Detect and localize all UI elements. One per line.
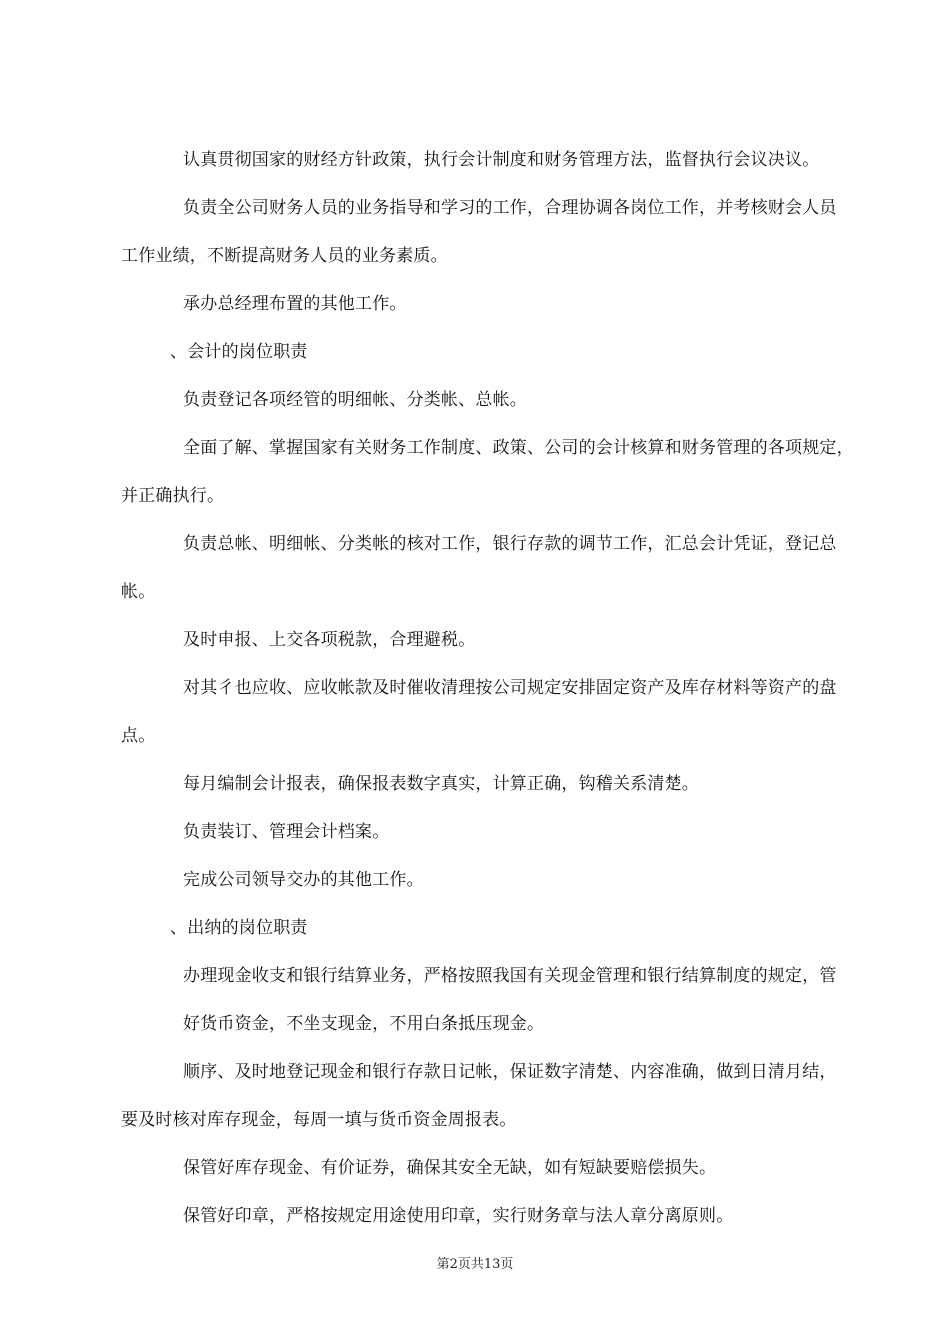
paragraph-line: 及时申报、上交各项税款，合理避税。 <box>183 630 476 650</box>
section-heading: 、会计的岗位职责 <box>170 342 308 362</box>
paragraph-line: 负责总帐、明细帐、分类帐的核对工作，银行存款的调节工作，汇总会计凭证，登记总 <box>183 534 837 554</box>
paragraph-line: 全面了解、掌握国家有关财务工作制度、政策、公司的会计核算和财务管理的各项规定， <box>183 438 854 458</box>
paragraph-line: 并正确执行。 <box>121 486 225 506</box>
paragraph-line: 办理现金收支和银行结算业务，严格按照我国有关现金管理和银行结算制度的规定，管 <box>183 966 837 986</box>
paragraph-line: 负责全公司财务人员的业务指导和学习的工作，合理协调各岗位工作，并考核财会人员 <box>183 198 837 218</box>
paragraph-line: 顺序、及时地登记现金和银行存款日记帐，保证数字清楚、内容准确，做到日清月结， <box>183 1062 837 1082</box>
section-heading: 、出纳的岗位职责 <box>170 918 308 938</box>
paragraph-line: 点。 <box>121 726 156 746</box>
paragraph-line: 保管好库存现金、有价证券，确保其安全无缺，如有短缺要赔偿损失。 <box>183 1158 717 1178</box>
paragraph-line: 负责登记各项经管的明细帐、分类帐、总帐。 <box>183 390 527 410</box>
paragraph-line: 好货币资金，不坐支现金，不用白条抵压现金。 <box>183 1014 545 1034</box>
paragraph-line: 对其彳也应收、应收帐款及时催收清理按公司规定安排固定资产及库存材料等资产的盘 <box>183 678 837 698</box>
paragraph-line: 每月编制会计报表，确保报表数字真实，计算正确，钩稽关系清楚。 <box>183 774 699 794</box>
paragraph-line: 认真贯彻国家的财经方针政策，执行会计制度和财务管理方法，监督执行会议决议。 <box>183 150 820 170</box>
paragraph-line: 要及时核对库存现金，每周一填与货币资金周报表。 <box>121 1110 517 1130</box>
paragraph-line: 完成公司领导交办的其他工作。 <box>183 870 424 890</box>
paragraph-line: 工作业绩，不断提高财务人员的业务素质。 <box>121 246 448 266</box>
paragraph-line: 帐。 <box>121 582 156 602</box>
paragraph-line: 保管好印章，严格按规定用途使用印章，实行财务章与法人章分离原则。 <box>183 1206 734 1226</box>
paragraph-line: 负责装订、管理会计档案。 <box>183 822 390 842</box>
page-number-footer: 第2页共13页 <box>436 1257 514 1272</box>
paragraph-line: 承办总经理布置的其他工作。 <box>183 294 407 314</box>
